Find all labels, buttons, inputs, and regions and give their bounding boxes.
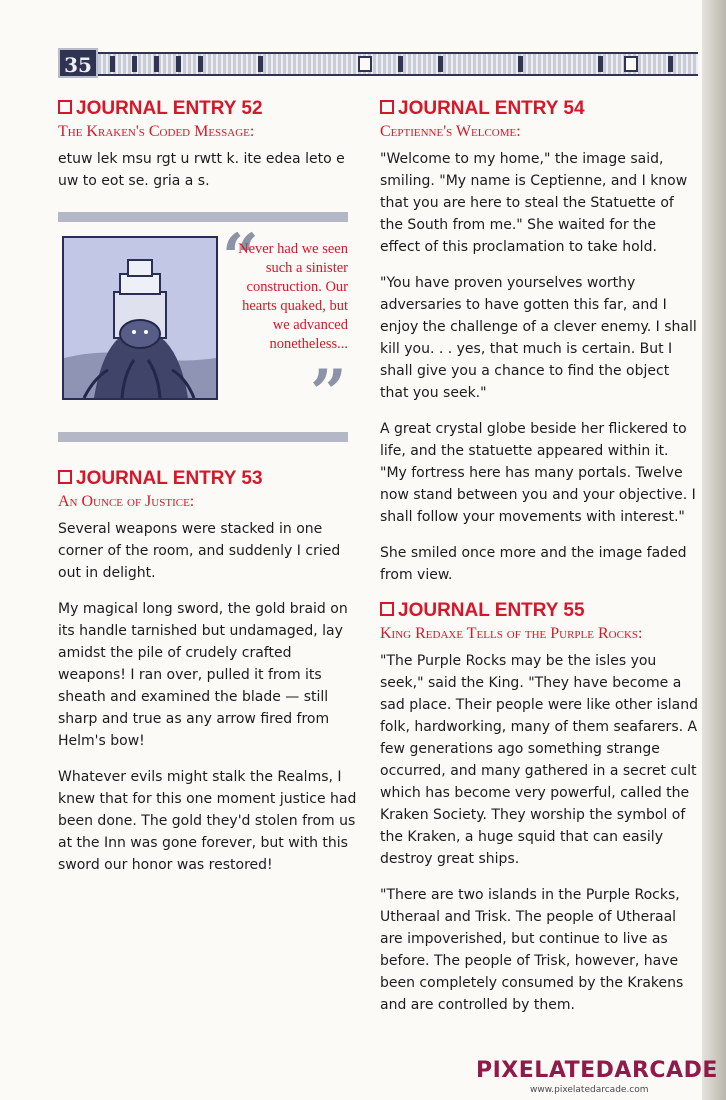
- pull-quote: Never had we seen such a sinister construction. Our hearts quaked, but we advanced nonetheless...: [238, 241, 348, 352]
- entry-title: JOURNAL ENTRY 55: [380, 600, 698, 622]
- kraken-fortress-illustration: [62, 236, 218, 400]
- watermark-logo: PIXELATEDARCADE: [476, 1058, 718, 1083]
- left-column: [58, 98, 358, 890]
- journal-entry-52: [58, 98, 358, 192]
- journal-entry-53: [58, 468, 358, 876]
- paragraph: Whatever evils might stalk the Realms, I knew that for this one moment justice had been done. The gold they'd stolen from us at the Inn was gone forever, but with this sword our honor was restored!: [58, 769, 357, 873]
- entry-subtitle: Ceptienne's Welcome:: [380, 123, 521, 140]
- header-box-ornament: [624, 56, 638, 72]
- journal-entry-55: [380, 600, 698, 1016]
- illustration-panel: [58, 212, 348, 442]
- page-edge: [702, 0, 726, 1100]
- paragraph: "You have proven yourselves worthy adversaries to have gotten this far, and I enjoy the challenge of a clever enemy. I shall kill you. . . yes, that much is certain. But I shall give you a chance to find the object that you seek.": [380, 275, 697, 401]
- page-number: 35: [58, 48, 98, 78]
- paragraph: "There are two islands in the Purple Rocks, Utheraal and Trisk. The people of Utheraal are impoverished, but continue to live as before. The people of Trisk, however, have been completely consumed by the Krakens and are controlled by them.: [380, 887, 684, 1013]
- checkbox-icon: [58, 470, 72, 484]
- paragraph: Several weapons were stacked in one corner of the room, and suddenly I cried out in delight.: [58, 521, 341, 581]
- checkbox-icon: [380, 100, 394, 114]
- entry-subtitle: An Ounce of Justice:: [58, 493, 195, 510]
- paragraph: She smiled once more and the image faded from view.: [380, 545, 687, 583]
- paragraph: My magical long sword, the gold braid on its handle tarnished but undamaged, lay amidst the pile of crudely crafted weapons! I ran over, pulled it from its sheath and examined the blade — still sharp and true as any arrow fired from Helm's bow!: [58, 601, 348, 749]
- watermark-url: www.pixelatedarcade.com: [530, 1085, 649, 1095]
- entry-title: JOURNAL ENTRY 52: [58, 98, 358, 120]
- checkbox-icon: [58, 100, 72, 114]
- entry-subtitle: The Kraken's Coded Message:: [58, 123, 255, 140]
- checkbox-icon: [380, 602, 394, 616]
- paragraph: etuw lek msu rgt u rwtt k. ite edea leto e uw to eot se. gria a s.: [58, 151, 345, 189]
- journal-entry-54: [380, 98, 698, 586]
- header-rule: [58, 52, 698, 76]
- header-box-ornament: [358, 56, 372, 72]
- entry-title: JOURNAL ENTRY 53: [58, 468, 358, 490]
- right-column: [380, 98, 698, 1030]
- paragraph: "The Purple Rocks may be the isles you seek," said the King. "They have become a sad place. Their people were like other island folk, hardworking, many of them seafarers. A few generations ago something strange occurred, and many gathered in a secret cult which has become very powerful, called the Kraken Society. They worship the symbol of the Kraken, a huge squid that can easily destroy great ships.: [380, 653, 699, 867]
- paragraph: A great crystal globe beside her flickered to life, and the statuette appeared within it. "My fortress here has many portals. Twelve now stand between you and your objective. I shall follow your movements with interest.": [380, 421, 696, 525]
- entry-title: JOURNAL ENTRY 54: [380, 98, 698, 120]
- paragraph: "Welcome to my home," the image said, smiling. "My name is Ceptienne, and I know that you are here to steal the Statuette of the South from me." She waited for the effect of this proclamation to take hold.: [380, 151, 688, 255]
- close-quote-icon: ”: [310, 356, 347, 431]
- entry-subtitle: King Redaxe Tells of the Purple Rocks:: [380, 625, 643, 642]
- open-quote-icon: “: [222, 220, 259, 295]
